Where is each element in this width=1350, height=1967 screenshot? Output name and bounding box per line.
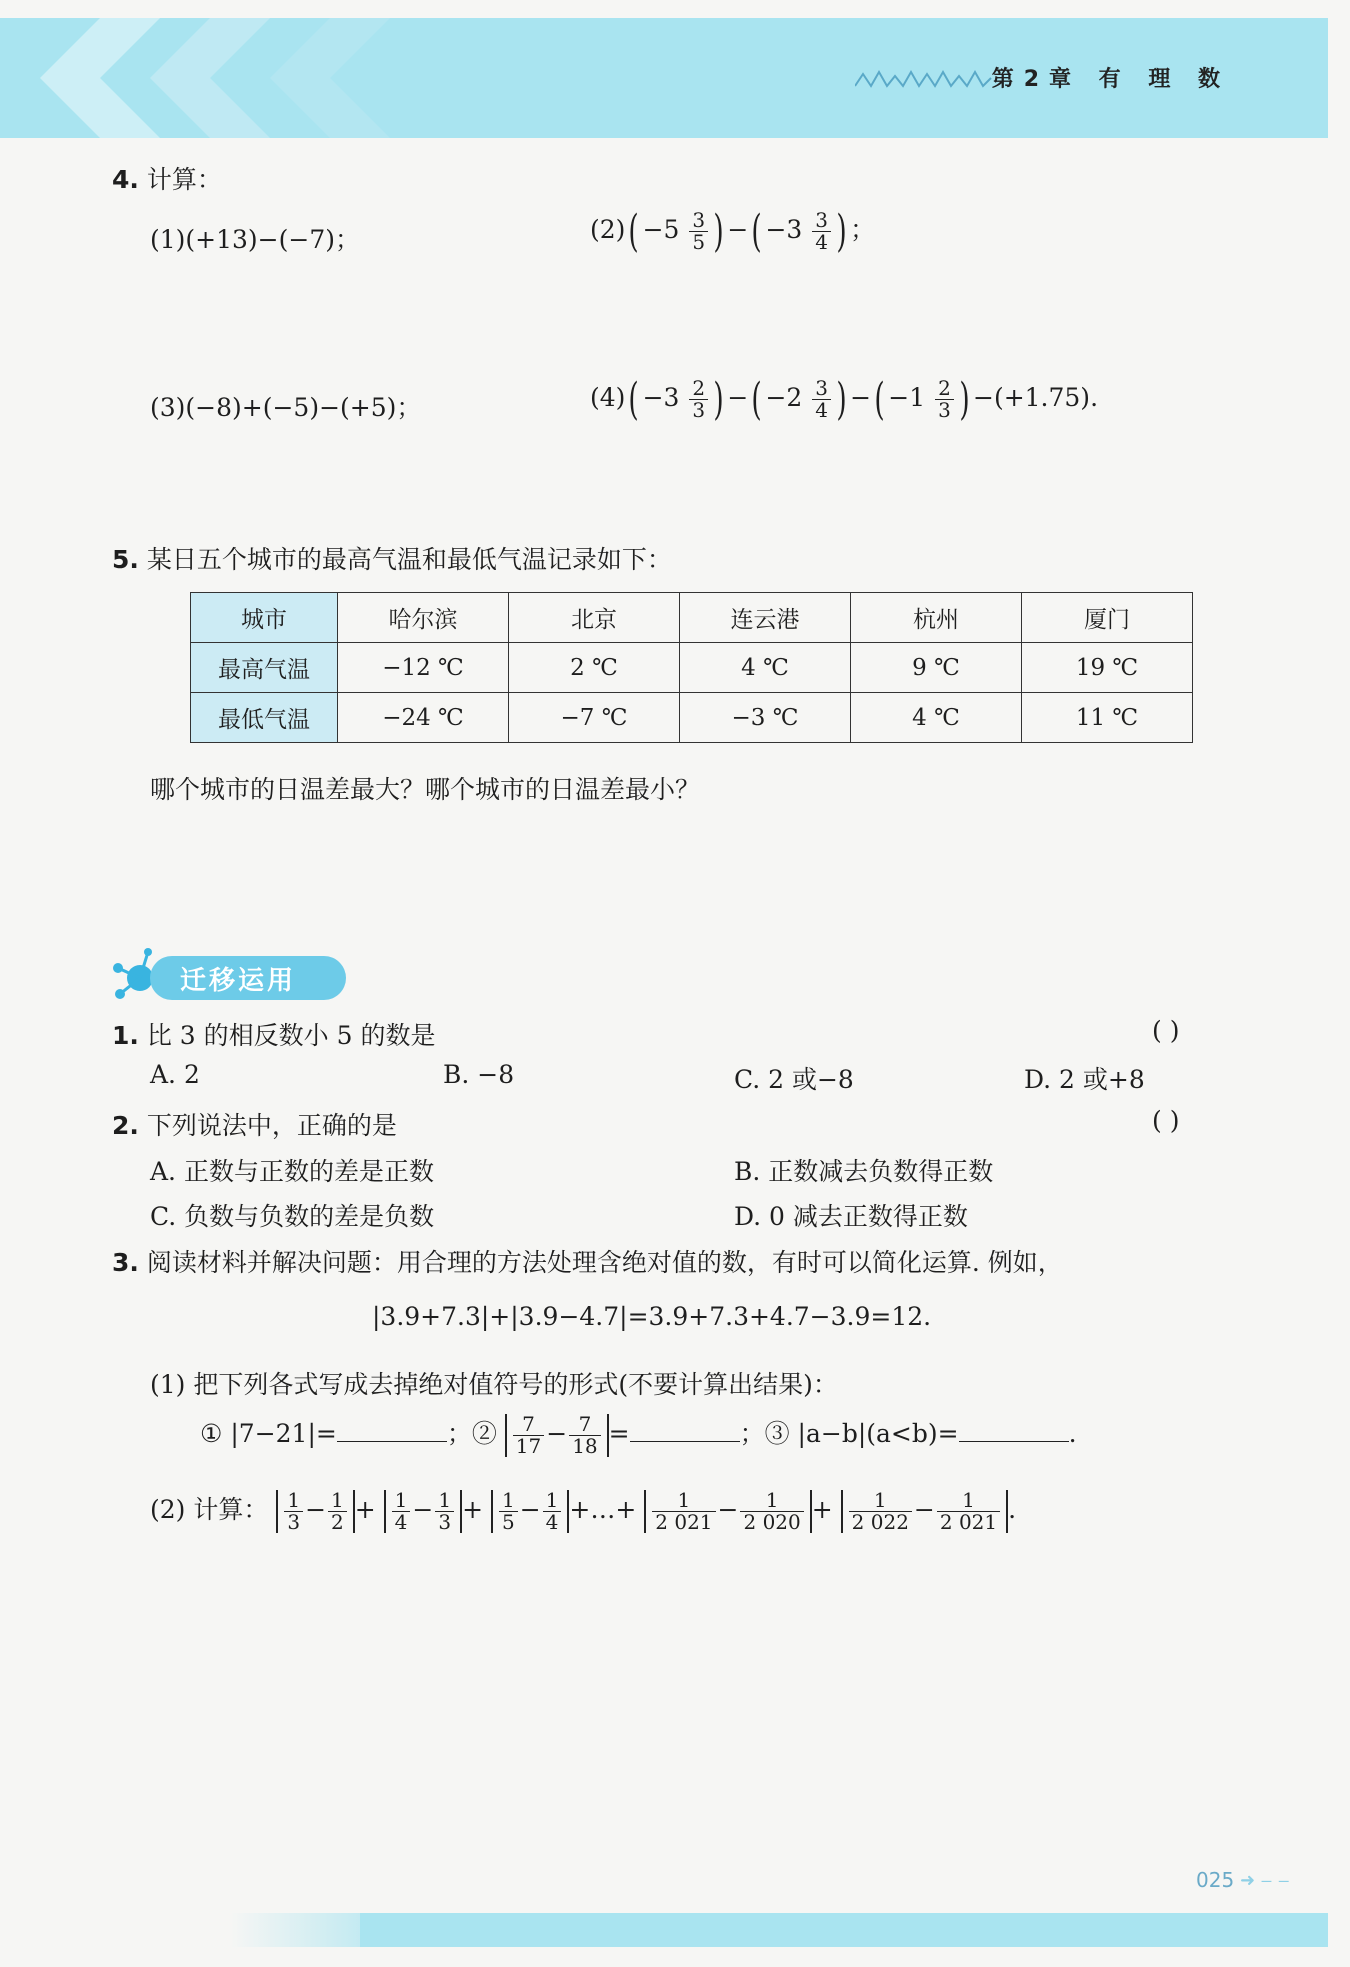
table-cell: 9 ℃ — [851, 643, 1022, 693]
t3-part-2: (2) 计算： $\frac{1}{3}$ − $\frac{1}{2}$ + $\frac{1}{4}$ − $\frac{1}{3}$ + $\frac{1}{5}$ − $\frac{1}{4}$ +…+ $\frac{1}{2 021}$ − $\frac{1}{2 020}$ + $\frac{1}{2 022}$ − $\frac{1}{2 021}$ . — [150, 1488, 1017, 1534]
option-d: D. 2 或+8 — [1024, 1065, 1145, 1094]
answer-blank — [959, 1419, 1069, 1442]
table-cell: 4 ℃ — [851, 693, 1022, 743]
table-row-label: 最高气温 — [191, 643, 338, 693]
option-c: C. 负数与负数的差是负数 — [150, 1202, 435, 1231]
table-cell: 2 ℃ — [509, 643, 680, 693]
table-row-label: 最低气温 — [191, 693, 338, 743]
answer-bracket: ( ) — [1152, 1016, 1180, 1045]
table-header-cell: 哈尔滨 — [338, 593, 509, 643]
answer-blank — [337, 1419, 447, 1442]
fraction: $\frac{3}{5}$ — [689, 210, 708, 253]
t1-stem: 1. 比 3 的相反数小 5 的数是 — [112, 1021, 436, 1050]
mountain-pattern-icon — [855, 68, 995, 88]
q4-part-4: (4)( −3 $\frac{2}{3}$ ) −( −2 $\frac{3}{4}$ ) −( −1 $\frac{2}{3}$ ) −(+1.75). — [590, 374, 1099, 425]
option-b: B. −8 — [443, 1060, 515, 1089]
answer-bracket: ( ) — [1152, 1106, 1180, 1135]
table-cell: −12 ℃ — [338, 643, 509, 693]
option-a: A. 正数与正数的差是正数 — [150, 1157, 434, 1186]
table-cell: −24 ℃ — [338, 693, 509, 743]
table-cell: −7 ℃ — [509, 693, 680, 743]
option-a: A. 2 — [150, 1060, 200, 1089]
table-row — [191, 643, 1193, 693]
footer-band — [360, 1913, 1328, 1947]
table-header-cell: 城市 — [191, 593, 338, 643]
t3-example: |3.9+7.3|+|3.9−4.7|=3.9+7.3+4.7−3.9=12. — [372, 1302, 932, 1331]
q4-part-3: (3)(−8)+(−5)−(+5)； — [150, 393, 422, 422]
arrow-icon: ➜ ‒ ‒ — [1240, 1870, 1290, 1891]
table-cell: 11 ℃ — [1022, 693, 1193, 743]
q4-part-1: (1)(+13)−(−7)； — [150, 225, 360, 254]
table-header-cell: 连云港 — [680, 593, 851, 643]
table-row — [191, 693, 1193, 743]
table-header-cell: 厦门 — [1022, 593, 1193, 643]
t3-part-1-items: ① |7−21|= ；② $\frac{7}{17}$ − $\frac{7}{18}$ = ；③ |a−b|(a<b)= . — [200, 1412, 1077, 1458]
question-4-title — [112, 160, 222, 196]
section-title: 迁移运用 — [180, 966, 297, 996]
chevron-decoration — [0, 18, 720, 138]
temperature-table — [190, 592, 1193, 743]
question-text: 计算： — [146, 165, 222, 194]
table-cell: 4 ℃ — [680, 643, 851, 693]
q4-part-2: (2)( −5 $\frac{3}{5}$ ) −( −3 $\frac{3}{4}$ ) ； — [590, 206, 876, 257]
answer-blank — [630, 1419, 740, 1442]
t3-stem: 3. 阅读材料并解决问题：用合理的方法处理含绝对值的数，有时可以简化运算. 例如， — [112, 1248, 1063, 1277]
chapter-title: 第2章 有 理 数 — [991, 67, 1230, 92]
table-row — [191, 593, 1193, 643]
table-cell: 19 ℃ — [1022, 643, 1193, 693]
question-5-title: 5. 某日五个城市的最高气温和最低气温记录如下： — [112, 545, 672, 574]
option-d: D. 0 减去正数得正数 — [734, 1202, 968, 1231]
question-number: 4. — [112, 165, 139, 194]
page-number: 025 — [1196, 1868, 1235, 1892]
table-header-cell: 杭州 — [851, 593, 1022, 643]
q5-question: 哪个城市的日温差最大？哪个城市的日温差最小？ — [150, 775, 701, 804]
table-cell: −3 ℃ — [680, 693, 851, 743]
option-c: C. 2 或−8 — [734, 1065, 854, 1094]
t2-stem: 2. 下列说法中，正确的是 — [112, 1111, 397, 1140]
fraction: $\frac{3}{4}$ — [812, 210, 831, 253]
t3-part-1: (1) 把下列各式写成去掉绝对值符号的形式(不要计算出结果)： — [150, 1370, 838, 1399]
table-header-cell: 北京 — [509, 593, 680, 643]
option-b: B. 正数减去负数得正数 — [734, 1157, 994, 1186]
